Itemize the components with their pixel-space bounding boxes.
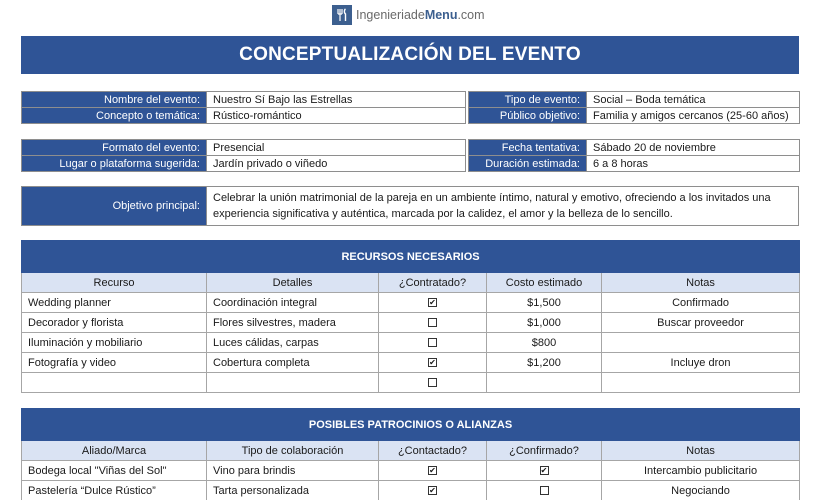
confirmed-cell [487,481,602,500]
event-type-label: Tipo de evento: [469,92,587,108]
date-value[interactable]: Sábado 20 de noviembre [587,140,800,156]
contracted-cell [379,333,487,353]
resources-header-resource: Recurso [22,273,207,293]
resource-cell[interactable] [22,373,207,393]
table-row [22,461,800,481]
details-cell[interactable]: Coordinación integral [207,293,379,313]
logo-text: IngenieriadeMenu.com [356,8,485,22]
contracted-cell [379,373,487,393]
notes-cell[interactable]: Negociando [602,481,800,500]
format-value[interactable]: Presencial [207,140,466,156]
resources-title: RECURSOS NECESARIOS [22,241,800,273]
table-row [22,333,800,353]
event-type-value[interactable]: Social – Boda temática [587,92,800,108]
ally-cell[interactable]: Pastelería “Dulce Rústico” [22,481,207,500]
table-row [22,373,800,393]
checkbox-checked[interactable]: ✔ [429,486,436,496]
checkbox-checked[interactable]: ✔ [540,466,548,476]
duration-value[interactable]: 6 a 8 horas [587,156,800,172]
notes-cell[interactable] [602,373,800,393]
notes-cell[interactable]: Confirmado [602,293,800,313]
resource-cell[interactable]: Iluminación y mobiliario [22,333,207,353]
resource-cell[interactable]: Fotografía y video [22,353,207,373]
notes-cell[interactable]: Buscar proveedor [602,313,800,333]
audience-value[interactable]: Familia y amigos cercanos (25-60 años) [587,108,800,124]
sponsors-header-notes: Notas [602,441,800,461]
cost-cell[interactable]: $1,200 [487,353,602,373]
venue-label: Lugar o plataforma sugerida: [22,156,207,172]
resources-header-cost: Costo estimado [487,273,602,293]
details-cell[interactable]: Flores silvestres, madera [207,313,379,333]
notes-cell[interactable] [602,333,800,353]
event-info-left-1 [21,91,466,124]
contracted-cell [379,353,487,373]
checkbox-unchecked[interactable] [428,318,437,327]
ally-cell[interactable]: Bodega local "Viñas del Sol" [22,461,207,481]
table-row [22,293,800,313]
notes-cell[interactable]: Incluye dron [602,353,800,373]
table-row [22,353,800,373]
brand-logo [332,4,485,26]
resources-header-details: Detalles [207,273,379,293]
contacted-cell [379,461,487,481]
concept-value[interactable]: Rústico-romántico [207,108,466,124]
checkbox-unchecked[interactable] [428,378,437,387]
concept-label: Concepto o temática: [22,108,207,124]
objective-row [21,186,799,226]
checkbox-checked[interactable]: ✔ [429,358,436,368]
sponsors-title: POSIBLES PATROCINIOS O ALIANZAS [22,409,800,441]
cost-cell[interactable]: $1,000 [487,313,602,333]
fork-knife-icon [332,5,352,25]
event-name-label: Nombre del evento: [22,92,207,108]
sponsors-header-contacted: ¿Contactado? [379,441,487,461]
details-cell[interactable]: Luces cálidas, carpas [207,333,379,353]
event-name-value[interactable]: Nuestro Sí Bajo las Estrellas [207,92,466,108]
audience-label: Público objetivo: [469,108,587,124]
sponsors-header-type: Tipo de colaboración [207,441,379,461]
contracted-cell [379,313,487,333]
venue-value[interactable]: Jardín privado o viñedo [207,156,466,172]
notes-cell[interactable]: Intercambio publicitario [602,461,800,481]
resources-header-notes: Notas [602,273,800,293]
sponsors-table [21,408,800,500]
table-row [22,313,800,333]
cost-cell[interactable] [487,373,602,393]
checkbox-unchecked[interactable] [540,486,549,495]
checkbox-unchecked[interactable] [428,338,437,347]
resources-table [21,240,800,393]
checkbox-checked[interactable]: ✔ [429,298,436,308]
sponsors-header-confirmed: ¿Confirmado? [487,441,602,461]
resource-cell[interactable]: Wedding planner [22,293,207,313]
cost-cell[interactable]: $1,500 [487,293,602,313]
table-row [22,481,800,500]
date-label: Fecha tentativa: [469,140,587,156]
collab-type-cell[interactable]: Vino para brindis [207,461,379,481]
details-cell[interactable] [207,373,379,393]
cost-cell[interactable]: $800 [487,333,602,353]
duration-label: Duración estimada: [469,156,587,172]
confirmed-cell [487,461,602,481]
contacted-cell [379,481,487,500]
contracted-cell [379,293,487,313]
collab-type-cell[interactable]: Tarta personalizada [207,481,379,500]
event-info-right-1 [468,91,800,124]
page-title: CONCEPTUALIZACIÓN DEL EVENTO [21,36,799,74]
details-cell[interactable]: Cobertura completa [207,353,379,373]
format-label: Formato del evento: [22,140,207,156]
resource-cell[interactable]: Decorador y florista [22,313,207,333]
resources-header-contracted: ¿Contratado? [379,273,487,293]
objective-value[interactable]: Celebrar la unión matrimonial de la pareja en un ambiente íntimo, natural y emotivo, ofreciendo a los invitados una experiencia significativa y auténtica, marcada por la calidez, el amor y la belleza de lo sencillo. [213,192,771,220]
checkbox-checked[interactable]: ✔ [429,466,436,476]
sponsors-header-ally: Aliado/Marca [22,441,207,461]
event-info-right-2 [468,139,800,172]
objective-label: Objetivo principal: [22,187,207,225]
event-info-left-2 [21,139,466,172]
